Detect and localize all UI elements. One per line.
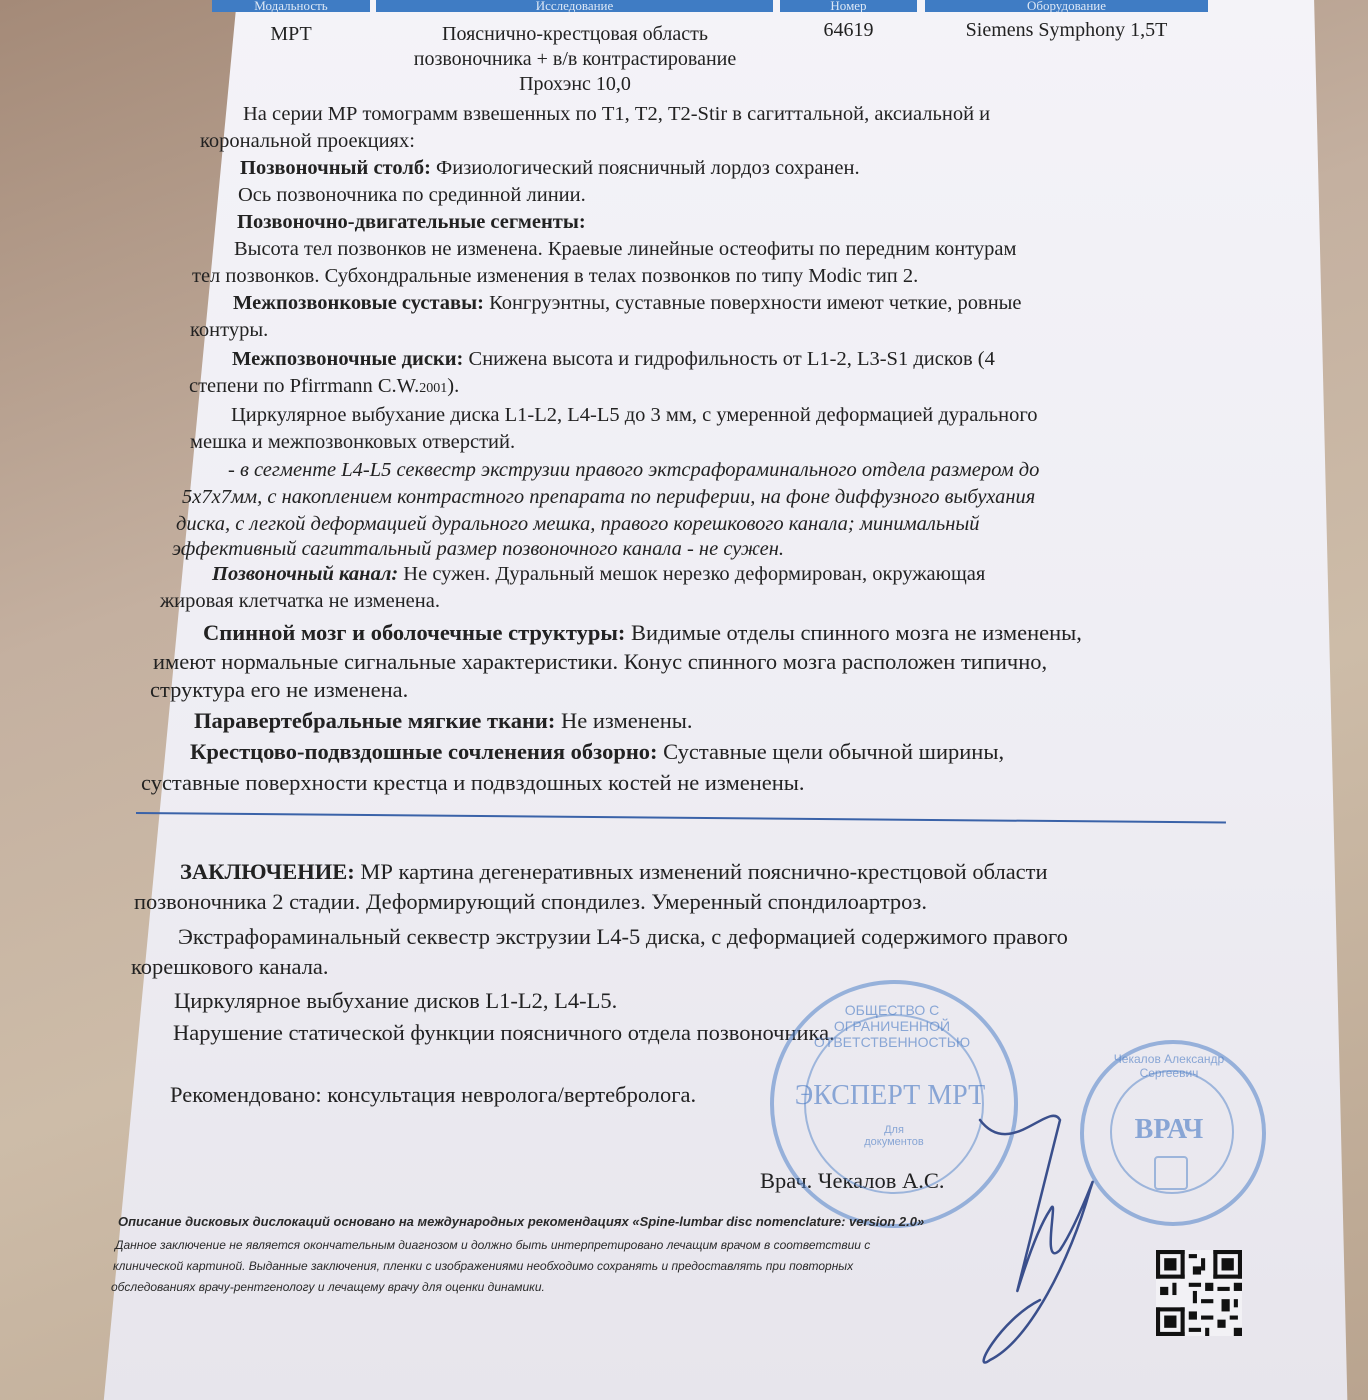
protrusion-line: мешка и межпозвонковых отверстий. — [190, 431, 516, 453]
conclusion-paragraph — [180, 857, 1048, 886]
cell-number: 64619 — [823, 19, 874, 41]
cell-modality: МРТ — [270, 23, 312, 45]
footer-line: обследованиях врачу-рентгенологу и лечащему врачу для оценки динамики. — [111, 1280, 545, 1294]
intro-line: На серии МР томограмм взвешенных по Т1, Т2, Т2-Stir в сагиттальной, аксиальной и — [243, 103, 991, 125]
discs-line — [189, 373, 459, 402]
study-line: Прохэнс 10,0 — [519, 73, 631, 95]
sequester-line: эффективный сагиттальный размер позвоночного канала - не сужен. — [172, 538, 785, 560]
si-paragraph — [190, 737, 1004, 766]
cord-paragraph — [203, 618, 1082, 647]
discs-paragraph — [232, 346, 995, 372]
qr-code[interactable] — [1156, 1250, 1242, 1336]
si-line: суставные поверхности крестца и подвздошных костей не изменены. — [141, 770, 805, 795]
canal-label: Позвоночный канал: — [212, 563, 399, 585]
joints-label: Межпозвонковые суставы: — [233, 292, 484, 314]
soft-paragraph — [194, 706, 693, 735]
discs-tail: ). — [447, 375, 460, 397]
discs-line-text: степени по Pfirrmann C.W. — [189, 375, 420, 397]
discs-label: Межпозвоночные диски: — [232, 348, 464, 370]
cord-label: Спинной мозг и оболочечные структуры: — [203, 620, 626, 645]
cord-line: структура его не изменена. — [150, 677, 409, 702]
axis-line: Ось позвоночника по срединной линии. — [238, 184, 586, 206]
segments-line: тел позвонков. Субхондральные изменения в телах позвонков по типу Modic тип 2. — [192, 265, 919, 287]
stamp-sub-text — [844, 1124, 944, 1148]
doctor-stamp-center-text: ВРАЧ — [1134, 1114, 1204, 1145]
conclusion-line: корешкового канала. — [131, 954, 329, 979]
cell-study — [360, 22, 790, 97]
discs-year: 2001 — [419, 381, 448, 396]
header-study: Исследование — [376, 0, 773, 12]
stamp-sub-line: документов — [864, 1136, 924, 1148]
soft-text: Не изменены. — [555, 708, 693, 733]
intro-line: корональной проекциях: — [200, 130, 415, 152]
sequester-line: диска, с легкой деформацией дурального мешка, правого корешкового канала; минимальный — [176, 513, 980, 535]
sequester-line: - в сегменте L4-L5 секвестр экструзии правого эктсрафораминального отдела размером до — [228, 459, 1040, 481]
soft-label: Паравертебральные мягкие ткани: — [194, 708, 556, 733]
footer-line: клинической картиной. Выданные заключения, пленки с изображениями необходимо сохранять и предоставлять при повторных — [113, 1259, 854, 1273]
cord-line: имеют нормальные сигнальные характеристики. Конус спинного мозга расположен типично, — [153, 649, 1048, 674]
footer-line: Описание дисковых дислокаций основано на международных рекомендациях «Spine-lumbar disc nomenclature: version 2.0» — [118, 1214, 925, 1229]
footer-line: Данное заключение не является окончательным диагнозом и должно быть интерпретировано лечащим врачом в соответствии с — [115, 1238, 871, 1252]
joints-line: контуры. — [190, 319, 269, 341]
header-equipment: Оборудование — [925, 0, 1208, 12]
si-label: Крестцово-подвздошные сочленения обзорно: — [190, 739, 658, 764]
conclusion-line: Экстрафораминальный секвестр экструзии L4-5 диска, с деформацией содержимого правого — [178, 924, 1068, 949]
canal-text: Не сужен. Дуральный мешок нерезко деформирован, окружающая — [398, 563, 986, 585]
canal-line: жировая клетчатка не изменена. — [160, 590, 440, 612]
segments-line: Высота тел позвонков не изменена. Краевые линейные остеофиты по передним контурам — [234, 238, 1017, 260]
header-modality: Модальность — [212, 0, 370, 12]
study-line: позвоночника + в/в контрастирование — [413, 48, 737, 70]
conclusion-line: Нарушение статической функции поясничного отдела позвоночника. — [173, 1020, 835, 1045]
doctor-name: Врач. Чекалов А.С. — [760, 1168, 945, 1193]
header-number: Номер — [780, 0, 917, 12]
stamp-center-text: ЭКСПЕРТ МРТ — [794, 1080, 986, 1111]
stamp-ring-text: ОБЩЕСТВО С ОГРАНИЧЕННОЙ ОТВЕТСТВЕННОСТЬЮ — [813, 1002, 971, 1050]
signature-icon — [940, 1080, 1160, 1380]
segments-label: Позвоночно-двигательные сегменты: — [237, 211, 586, 233]
divider-line — [136, 812, 1226, 824]
sequester-line: 5х7х7мм, с накоплением контрастного препарата по периферии, на фоне диффузного выбухания — [182, 486, 1036, 508]
stamp-sub-line: Для — [884, 1124, 904, 1136]
spine-paragraph — [240, 155, 860, 181]
recommendation: Рекомендовано: консультация невролога/вертебролога. — [170, 1082, 697, 1107]
cell-equipment: Siemens Symphony 1,5T — [965, 19, 1168, 41]
cord-text: Видимые отделы спинного мозга не изменены, — [625, 620, 1082, 645]
joints-paragraph — [233, 290, 1022, 316]
spine-label: Позвоночный столб: — [240, 157, 431, 179]
conclusion-line: Циркулярное выбухание дисков L1-L2, L4-L5. — [174, 988, 618, 1013]
conclusion-text: МР картина дегенеративных изменений пояснично-крестцовой области — [354, 859, 1048, 884]
conclusion-line: позвоночника 2 стадии. Деформирующий спондилез. Умеренный спондилоартроз. — [134, 889, 927, 914]
spine-text: Физиологический поясничный лордоз сохранен. — [430, 157, 860, 179]
conclusion-label: ЗАКЛЮЧЕНИЕ: — [180, 859, 355, 884]
protrusion-line: Циркулярное выбухание диска L1-L2, L4-L5 до 3 мм, с умеренной деформацией дурального — [231, 404, 1038, 426]
canal-paragraph — [212, 561, 985, 587]
si-text: Суставные щели обычной ширины, — [657, 739, 1005, 764]
discs-text: Снижена высота и гидрофильность от L1-2, L3-S1 дисков (4 — [463, 348, 995, 370]
joints-text: Конгруэнтны, суставные поверхности имеют четкие, ровные — [483, 292, 1022, 314]
study-line: Пояснично-крестцовая область — [442, 23, 708, 45]
doctor-stamp-ring-text: Чекалов Александр Сергеевич — [1113, 1052, 1225, 1080]
